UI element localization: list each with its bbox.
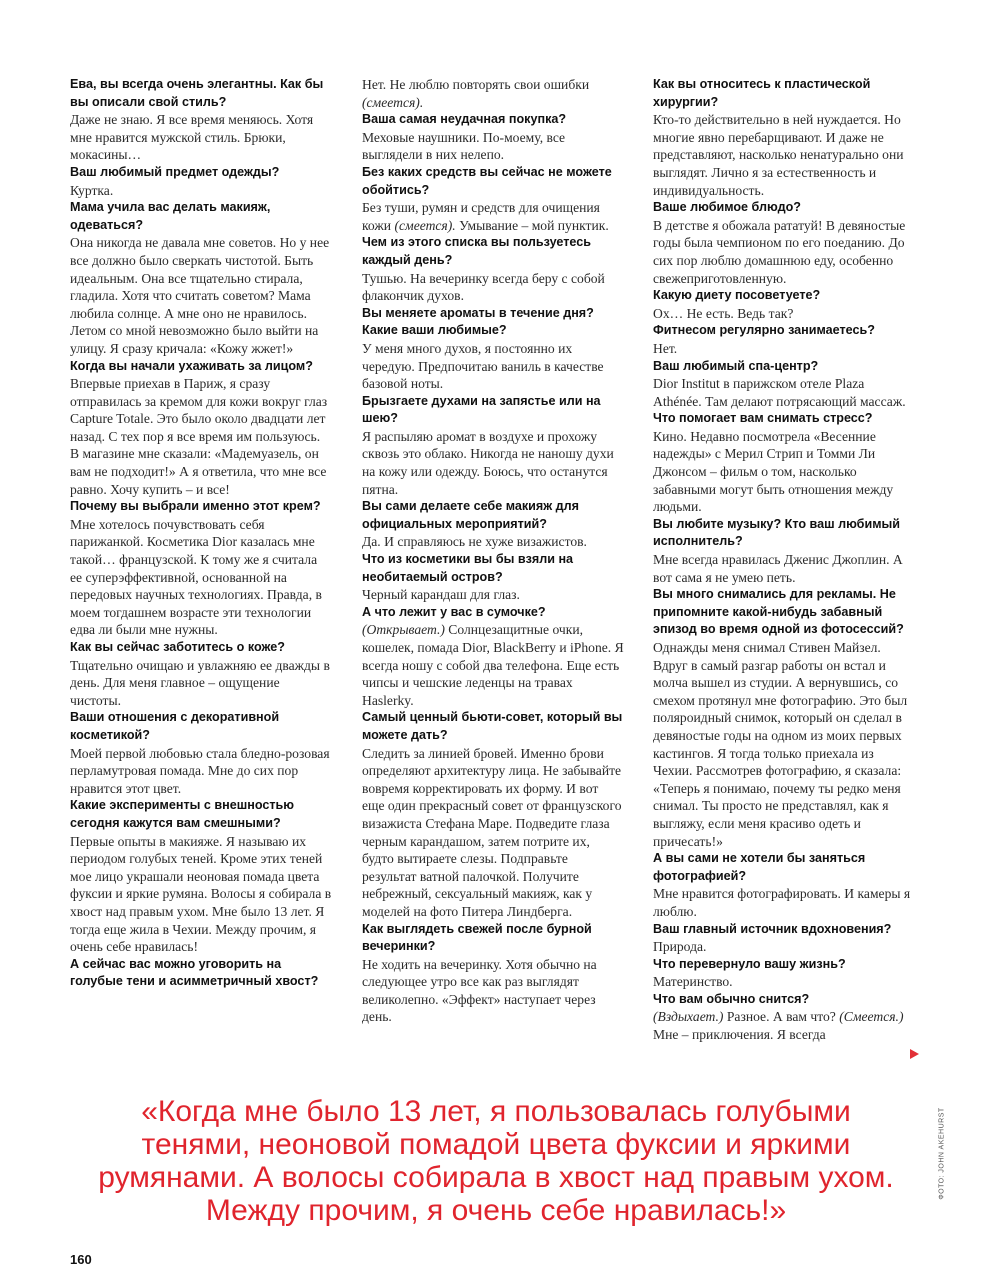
question-text: Ваш главный источник вдохновения? — [653, 921, 892, 936]
question-text: Что перевернуло вашу жизнь? — [653, 956, 846, 971]
interview-question — [653, 991, 915, 1009]
interview-answer — [362, 428, 624, 498]
interview-answer — [653, 340, 915, 358]
answer-text: Мне всегда нравилась Дженис Джоплин. А вот сама я не умею петь. — [653, 552, 903, 585]
answer-text: Меховые наушники. По-моему, все выглядели в них нелепо. — [362, 129, 566, 163]
interview-question — [70, 164, 332, 182]
question-text: Чем из этого списка вы пользуетесь каждый день? — [362, 235, 592, 267]
interview-answer — [653, 1008, 915, 1043]
interview-question — [653, 410, 915, 428]
stage-direction: (смеется). — [362, 94, 424, 110]
stage-direction: (Смеется.) — [839, 1009, 904, 1025]
question-text: Вы сами делаете себе макияж для официальных мероприятий? — [362, 499, 580, 531]
article-column-1 — [70, 76, 332, 991]
question-text: Что помогает вам снимать стресс? — [653, 411, 873, 426]
interview-question — [70, 76, 332, 111]
answer-text: Следить за линией бровей. Именно брови определяют архитектуру лица. Не забывайте вовремя корректировать их форму. И вот еще один прекрасный совет от французского визажиста Стефана Маре. Подведите глаза черным карандашом, затем потрите их, будто вытираете слезы. Подправьте результат ватной палочкой. Получите небрежный, сексуальный макияж, как у моделей на фото Питера Линдберга. — [362, 745, 622, 919]
interview-question — [362, 111, 624, 129]
interview-answer — [653, 111, 915, 199]
answer-text: Ох… Не есть. Ведь так? — [653, 305, 794, 321]
answer-text: Куртка. — [70, 182, 114, 198]
answer-text: Умывание – мой пунктик. — [459, 217, 609, 233]
interview-answer — [70, 516, 332, 639]
interview-answer — [70, 182, 332, 200]
interview-question — [70, 709, 332, 744]
answer-text: Мне – приключения. Я всегда — [653, 1027, 826, 1043]
interview-question — [70, 797, 332, 832]
question-text: Вы меняете ароматы в течение дня? Какие ваши любимые? — [362, 305, 594, 338]
answer-text: Материнство. — [653, 974, 733, 990]
interview-question — [653, 921, 915, 939]
interview-answer — [362, 199, 624, 234]
page-number: 160 — [70, 1252, 92, 1267]
answer-text: Не ходить на вечеринку. Хотя обычно на следующее утро все как раз выглядят великолепно. «Эффект» наступает через день. — [362, 956, 597, 1025]
interview-question — [653, 287, 915, 305]
question-text: Ева, вы всегда очень элегантны. Как бы вы описали свой стиль? — [70, 77, 324, 109]
question-text: Что из косметики вы бы взяли на необитаемый остров? — [362, 552, 574, 584]
answer-text: Без туши, румян и средств для очищения кожи — [362, 200, 600, 233]
interview-question — [362, 393, 624, 428]
interview-answer — [70, 111, 332, 164]
question-text: Без каких средств вы сейчас не можете обойтись? — [362, 164, 612, 197]
interview-question — [362, 234, 624, 269]
interview-answer — [653, 375, 915, 410]
interview-answer — [70, 657, 332, 710]
interview-question — [653, 199, 915, 217]
question-text: А сейчас вас можно уговорить на голубые тени и асимметричный хвост? — [70, 956, 319, 989]
interview-question — [362, 709, 624, 744]
question-text: А вы сами не хотели бы заняться фотографией? — [653, 851, 866, 883]
interview-answer — [653, 428, 915, 516]
article-column-2 — [362, 76, 624, 1026]
answer-text: Тушью. На вечеринку всегда беру с собой флакончик духов. — [362, 270, 605, 304]
answer-text: Нет. Не люблю повторять свои ошибки — [362, 77, 590, 92]
question-text: Мама учила вас делать макияж, одеваться? — [70, 200, 271, 232]
interview-answer — [362, 270, 624, 305]
stage-direction: (смеется). — [394, 217, 456, 233]
interview-question — [653, 322, 915, 340]
interview-question — [70, 639, 332, 657]
question-text: Самый ценный бьюти-совет, который вы можете дать? — [362, 710, 623, 742]
article-column-3 — [653, 76, 915, 1044]
interview-answer — [653, 639, 915, 850]
interview-question — [653, 358, 915, 376]
question-text: Какую диету посоветуете? — [653, 288, 821, 303]
interview-question — [653, 516, 915, 551]
interview-question — [362, 164, 624, 199]
interview-answer — [653, 217, 915, 287]
answer-text: У меня много духов, я постоянно их чередую. Предпочитаю ваниль в качестве базовой ноты. — [362, 340, 604, 392]
answer-text: Даже не знаю. Я все время меняюсь. Хотя мне нравится мужской стиль. Брюки, мокасины… — [70, 112, 314, 163]
interview-answer — [653, 938, 915, 956]
question-text: Ваши отношения с декоративной косметикой? — [70, 710, 280, 742]
answer-text: Разное. А вам что? — [726, 1009, 836, 1025]
question-text: А что лежит у вас в сумочке? — [362, 604, 546, 619]
question-text: Ваша самая неудачная покупка? — [362, 112, 567, 127]
interview-question — [362, 551, 624, 586]
answer-text: Природа. — [653, 939, 707, 955]
interview-answer — [362, 745, 624, 921]
interview-question — [362, 305, 624, 340]
interview-question — [362, 921, 624, 956]
answer-text: Первые опыты в макияже. Я называю их периодом голубых теней. Кроме этих теней мое лицо украшали неоновая помада цвета фуксии и яркие румяна. Волосы я собирала в хвост над правым ухом. Мне было 13 лет. Я тогда еще жила в Чехии. Между прочим, я очень себе нравилась! — [70, 833, 332, 955]
interview-question — [70, 199, 332, 234]
answer-text: Мне хотелось почувствовать себя парижанкой. Косметика Dior казалась мне такой… французской. К тому же я считала ее суперэффективной, основанной на передовых научных технологиях. Правда, в моем тогдашнем возрасте эти технологии едва ли были мне нужны. — [70, 516, 322, 638]
interview-answer — [70, 745, 332, 798]
question-text: Ваш любимый спа-центр? — [653, 358, 819, 373]
answer-text: Да. И справляюсь не хуже визажистов. — [362, 534, 587, 550]
interview-answer — [70, 375, 332, 498]
question-text: Когда вы начали ухаживать за лицом? — [70, 358, 313, 373]
interview-answer — [362, 956, 624, 1026]
question-text: Как выглядеть свежей после бурной вечеринки? — [362, 921, 592, 954]
answer-text: Тщательно очищаю и увлажняю ее дважды в день. Для меня главное – ощущение чистоты. — [70, 657, 330, 708]
photo-credit: ФОТО: JOHN AKEHURST — [938, 1107, 946, 1200]
interview-question — [362, 604, 624, 622]
interview-question — [653, 850, 915, 885]
interview-answer — [70, 234, 332, 357]
question-text: Ваш любимый предмет одежды? — [70, 164, 280, 179]
answer-text: Кто-то действительно в ней нуждается. Но многие явно перебарщивают. И даже не представляют, насколько ненатурально они выглядят. Лично я за естественность и индивидуальность. — [653, 112, 904, 198]
interview-question — [70, 498, 332, 516]
pull-quote: «Когда мне было 13 лет, я пользовалась голубыми тенями, неоновой помадой цвета фуксии и яркими румянами. А волосы собирала в хвост над правым ухом. Между прочим, я очень себе нравилась!» — [98, 1095, 894, 1227]
interview-answer — [653, 973, 915, 991]
answer-text: Черный карандаш для глаз. — [362, 587, 520, 603]
interview-question — [70, 956, 332, 991]
question-text: Фитнесом регулярно занимаетесь? — [653, 323, 875, 338]
question-text: Как вы сейчас заботитесь о коже? — [70, 640, 285, 654]
question-text: Почему вы выбрали именно этот крем? — [70, 499, 321, 514]
interview-question — [362, 498, 624, 533]
interview-answer — [362, 340, 624, 393]
question-text: Ваше любимое блюдо? — [653, 200, 801, 215]
interview-answer — [653, 885, 915, 920]
interview-answer — [362, 621, 624, 709]
interview-question — [653, 956, 915, 974]
answer-text: Кино. Недавно посмотрела «Весенние надежды» с Мерил Стрип и Томми Ли Джонсом – фильм о том, насколько забавными могут быть отношения между людьми. — [653, 428, 894, 515]
interview-answer — [653, 551, 915, 586]
question-text: Что вам обычно снится? — [653, 991, 810, 1006]
question-text: Какие эксперименты с внешностью сегодня кажутся вам смешными? — [70, 798, 295, 830]
answer-text: Однажды меня снимал Стивен Майзел. Вдруг в самый разгар работы он встал и молча вышел из студии. А вернувшись, со смехом протянул мне фотографию. Это был поляроидный снимок, который он сделал в девяностые годы на одном из моих первых кастингов. Я тогда только приехала из Чехии. Рассмотрев фотографию, я сказала: «Теперь я понимаю, почему ты редко меня снимал. Ты просто не представлял, как я выгляжу, если меня красиво одеть и причесать!» — [653, 640, 908, 849]
question-text: Как вы относитесь к пластической хирургии? — [653, 77, 871, 109]
answer-text: Солнцезащитные очки, кошелек, помада Dior, BlackBerry и iPhone. Я всегда ношу с собой два телефона. Еще есть чипсы и чешские леденцы на травах Haslerky. — [362, 622, 624, 708]
stage-direction: (Вздыхает.) — [653, 1009, 724, 1025]
interview-question — [653, 76, 915, 111]
answer-text: Моей первой любовью стала бледно-розовая перламутровая помада. Мне до сих пор нравится этот цвет. — [70, 745, 330, 796]
question-text: Вы много снимались для рекламы. Не припомните какой-нибудь забавный эпизод во время одной из фотосессий? — [653, 587, 904, 637]
interview-question — [653, 586, 915, 639]
answer-text: Она никогда не давала мне советов. Но у нее все должно было сверкать чистотой. Быть идеальным. Она все тщательно стирала, гладила. Хотя что считать советом? Мама любила солнце. А мне оно не нравилось. Летом со мной невозможно было выйти на улицу. Я сразу кричала: «Кожу жжет!» — [70, 235, 330, 356]
interview-answer — [653, 305, 915, 323]
answer-text: В детстве я обожала рататуй! В девяностые годы была чемпионом по его поеданию. До сих пор люблю домашнюю еду, особенно свежеприготовленную. — [653, 217, 906, 286]
interview-answer — [362, 533, 624, 551]
answer-text: Я распыляю аромат в воздухе и прохожу сквозь это облако. Никогда не наношу духи на кожу или одежду. Боюсь, что останутся пятна. — [362, 428, 614, 497]
interview-answer — [362, 586, 624, 604]
question-text: Брызгаете духами на запястье или на шею? — [362, 393, 601, 426]
answer-text: Dior Institut в парижском отеле Plaza Athénée. Там делают потрясающий массаж. — [653, 376, 906, 409]
stage-direction: (Открывает.) — [362, 622, 445, 638]
interview-answer — [362, 129, 624, 164]
answer-text: Нет. — [653, 340, 678, 356]
answer-text: Мне нравится фотографировать. И камеры я люблю. — [653, 886, 911, 919]
question-text: Вы любите музыку? Кто ваш любимый исполнитель? — [653, 516, 901, 549]
interview-question — [70, 358, 332, 376]
interview-answer — [70, 833, 332, 956]
answer-text: Впервые приехав в Париж, я сразу отправилась за кремом для кожи вокруг глаз Capture Totale. Это было около двадцати лет назад. С тех пор я все время им пользуюсь. В магазине мне сказали: «Мадемуазель, он вам не подходит!» А я ответила, что мне все равно. Хочу купить – и все! — [70, 376, 328, 497]
interview-answer — [362, 76, 624, 111]
continue-arrow-icon — [910, 1049, 919, 1059]
